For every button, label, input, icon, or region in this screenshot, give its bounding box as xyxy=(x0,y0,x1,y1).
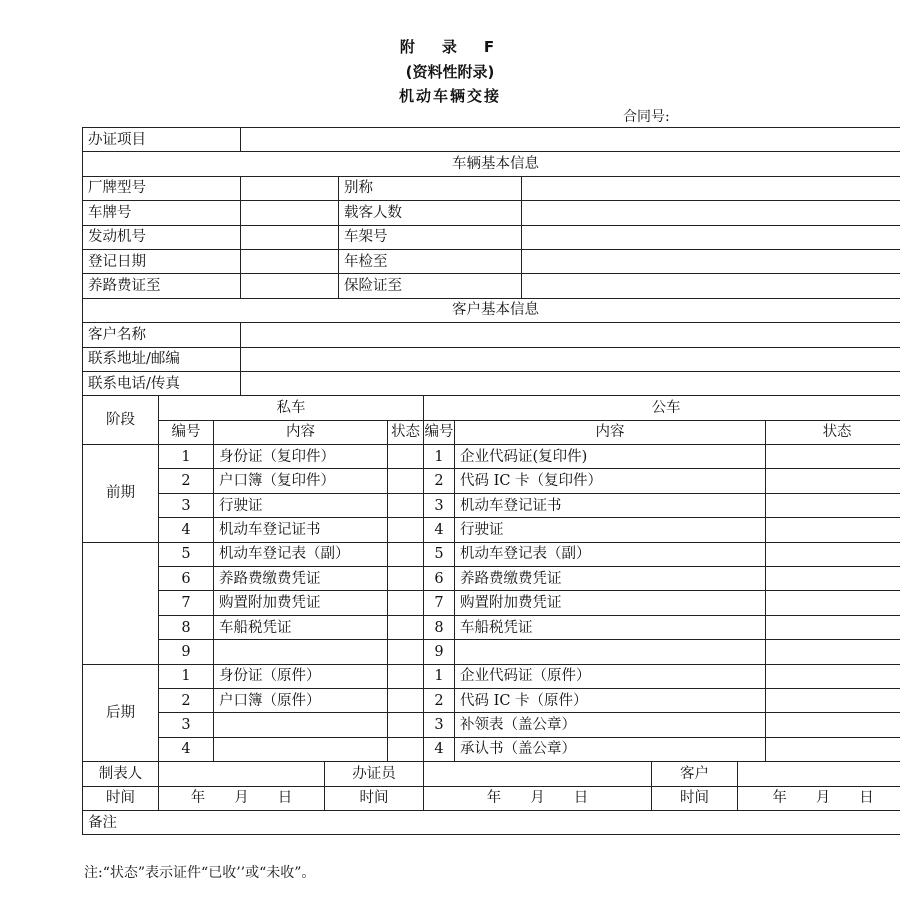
public-item-status xyxy=(766,713,900,737)
public-item-content: 养路费缴费凭证 xyxy=(455,567,766,591)
public-item-no: 6 xyxy=(424,567,455,591)
private-item-content: 养路费缴费凭证 xyxy=(214,567,388,591)
public-item-status xyxy=(766,615,900,639)
remark-label: 备注 xyxy=(83,810,900,834)
vehicle-section-header: 车辆基本信息 xyxy=(83,152,900,176)
private-item-content xyxy=(214,640,388,664)
table-row xyxy=(83,664,900,688)
public-item-content: 车船税凭证 xyxy=(455,615,766,639)
private-item-no: 1 xyxy=(159,445,214,469)
public-item-content: 机动车登记证书 xyxy=(455,493,766,517)
public-item-content: 购置附加费凭证 xyxy=(455,591,766,615)
public-item-content: 承认书（盖公章） xyxy=(455,737,766,761)
vehicle-field-label: 养路费证至 xyxy=(83,274,241,298)
customer-row xyxy=(83,323,900,347)
private-car-header: 私车 xyxy=(159,396,424,420)
maker-value xyxy=(159,762,325,786)
private-content-header: 内容 xyxy=(214,420,388,444)
private-item-status xyxy=(388,664,424,688)
vehicle-row xyxy=(83,274,900,298)
public-item-content: 企业代码证（原件） xyxy=(455,664,766,688)
vehicle-field-value xyxy=(241,249,339,273)
public-item-no: 3 xyxy=(424,493,455,517)
public-item-content xyxy=(455,640,766,664)
public-status-header: 状态 xyxy=(766,420,900,444)
customer-time-label: 时间 xyxy=(652,786,738,810)
public-item-status xyxy=(766,737,900,761)
table-row xyxy=(83,640,900,664)
public-item-content: 企业代码证(复印件) xyxy=(455,445,766,469)
public-item-no: 8 xyxy=(424,615,455,639)
contract-number-label: 合同号: xyxy=(623,109,670,125)
stage-early-label: 前期 xyxy=(83,445,159,543)
table-row xyxy=(83,591,900,615)
private-item-no: 4 xyxy=(159,518,214,542)
table-row xyxy=(83,567,900,591)
private-item-content xyxy=(214,713,388,737)
vehicle-field-label: 车架号 xyxy=(339,225,522,249)
public-item-status xyxy=(766,640,900,664)
signature-row xyxy=(83,762,900,786)
vehicle-field-label: 年检至 xyxy=(339,249,522,273)
vehicle-field-value xyxy=(522,274,900,298)
customer-field-value xyxy=(241,371,900,395)
public-item-status xyxy=(766,518,900,542)
table-row xyxy=(83,518,900,542)
public-item-no: 2 xyxy=(424,688,455,712)
footnote: 注:“状态”表示证件“已收’’或“未收”。 xyxy=(84,865,316,881)
private-item-no: 5 xyxy=(159,542,214,566)
table-row xyxy=(83,713,900,737)
private-item-content: 机动车登记证书 xyxy=(214,518,388,542)
remark-row xyxy=(83,810,900,834)
private-item-no: 2 xyxy=(159,469,214,493)
private-item-status xyxy=(388,493,424,517)
public-item-no: 2 xyxy=(424,469,455,493)
public-item-content: 代码 IC 卡（原件） xyxy=(455,688,766,712)
table-row xyxy=(83,688,900,712)
private-item-content: 车船税凭证 xyxy=(214,615,388,639)
vehicle-field-label: 登记日期 xyxy=(83,249,241,273)
vehicle-field-value xyxy=(241,225,339,249)
item-label: 办证项目 xyxy=(83,128,241,152)
public-item-status xyxy=(766,542,900,566)
public-no-header: 编号 xyxy=(424,420,455,444)
customer-row xyxy=(83,347,900,371)
vehicle-row xyxy=(83,201,900,225)
handler-value xyxy=(424,762,652,786)
public-item-status xyxy=(766,567,900,591)
private-item-status xyxy=(388,615,424,639)
vehicle-field-label: 别称 xyxy=(339,176,522,200)
public-content-header: 内容 xyxy=(455,420,766,444)
public-item-no: 4 xyxy=(424,518,455,542)
customer-row xyxy=(83,371,900,395)
private-item-status xyxy=(388,640,424,664)
vehicle-field-value xyxy=(522,225,900,249)
vehicle-field-value xyxy=(241,176,339,200)
private-item-no: 8 xyxy=(159,615,214,639)
private-item-status xyxy=(388,542,424,566)
maker-date: 年 月 日 xyxy=(159,786,325,810)
private-item-status xyxy=(388,737,424,761)
private-item-no: 2 xyxy=(159,688,214,712)
private-item-status xyxy=(388,567,424,591)
public-item-content: 代码 IC 卡（复印件） xyxy=(455,469,766,493)
private-status-header: 状态 xyxy=(388,420,424,444)
private-item-content: 行驶证 xyxy=(214,493,388,517)
private-item-no: 6 xyxy=(159,567,214,591)
private-item-content: 户口簿（原件） xyxy=(214,688,388,712)
public-item-status xyxy=(766,445,900,469)
public-item-status xyxy=(766,591,900,615)
public-item-content: 机动车登记表（副） xyxy=(455,542,766,566)
vehicle-row xyxy=(83,249,900,273)
table-row xyxy=(83,542,900,566)
private-no-header: 编号 xyxy=(159,420,214,444)
vehicle-field-label: 厂牌型号 xyxy=(83,176,241,200)
private-item-status xyxy=(388,518,424,542)
public-item-no: 1 xyxy=(424,445,455,469)
private-item-status xyxy=(388,688,424,712)
appendix-nature: (资料性附录) xyxy=(405,63,495,81)
customer-field-label: 联系地址/邮编 xyxy=(83,347,241,371)
public-item-content: 补领表（盖公章） xyxy=(455,713,766,737)
private-item-status xyxy=(388,445,424,469)
private-item-content: 购置附加费凭证 xyxy=(214,591,388,615)
public-item-no: 7 xyxy=(424,591,455,615)
maker-label: 制表人 xyxy=(83,762,159,786)
private-item-content: 机动车登记表（副） xyxy=(214,542,388,566)
private-item-content: 身份证（原件） xyxy=(214,664,388,688)
private-item-status xyxy=(388,469,424,493)
table-row xyxy=(83,445,900,469)
customer-sign-value xyxy=(738,762,900,786)
public-item-no: 5 xyxy=(424,542,455,566)
handler-time-label: 时间 xyxy=(325,786,424,810)
appendix-label: 附 录 F xyxy=(399,38,501,56)
customer-field-value xyxy=(241,323,900,347)
stage-blank-cell xyxy=(83,542,159,664)
item-value xyxy=(241,128,900,152)
private-item-status xyxy=(388,713,424,737)
customer-sign-label: 客户 xyxy=(652,762,738,786)
handler-date: 年 月 日 xyxy=(424,786,652,810)
public-item-no: 1 xyxy=(424,664,455,688)
public-car-header: 公车 xyxy=(424,396,900,420)
public-item-status xyxy=(766,469,900,493)
public-item-no: 3 xyxy=(424,713,455,737)
vehicle-field-label: 发动机号 xyxy=(83,225,241,249)
vehicle-field-label: 车牌号 xyxy=(83,201,241,225)
public-item-status xyxy=(766,688,900,712)
customer-field-label: 客户名称 xyxy=(83,323,241,347)
public-item-no: 9 xyxy=(424,640,455,664)
stage-header: 阶段 xyxy=(83,396,159,445)
vehicle-field-label: 保险证至 xyxy=(339,274,522,298)
customer-field-label: 联系电话/传真 xyxy=(83,371,241,395)
private-item-content: 身份证（复印件） xyxy=(214,445,388,469)
handler-label: 办证员 xyxy=(325,762,424,786)
public-item-content: 行驶证 xyxy=(455,518,766,542)
customer-date: 年 月 日 xyxy=(738,786,900,810)
private-item-no: 9 xyxy=(159,640,214,664)
public-item-status xyxy=(766,493,900,517)
private-item-no: 4 xyxy=(159,737,214,761)
public-item-status xyxy=(766,664,900,688)
private-item-no: 3 xyxy=(159,493,214,517)
table-row xyxy=(83,615,900,639)
table-row xyxy=(83,493,900,517)
private-item-no: 1 xyxy=(159,664,214,688)
vehicle-row xyxy=(83,225,900,249)
stage-late-label: 后期 xyxy=(83,664,159,762)
private-item-content xyxy=(214,737,388,761)
public-item-no: 4 xyxy=(424,737,455,761)
private-item-no: 7 xyxy=(159,591,214,615)
vehicle-row xyxy=(83,176,900,200)
vehicle-handover-form xyxy=(82,127,900,835)
document-title: 机动车辆交接 xyxy=(398,87,501,105)
table-row xyxy=(83,469,900,493)
time-row xyxy=(83,786,900,810)
vehicle-field-value xyxy=(522,249,900,273)
customer-section-header: 客户基本信息 xyxy=(83,298,900,322)
vehicle-field-value xyxy=(241,274,339,298)
private-item-status xyxy=(388,591,424,615)
private-item-no: 3 xyxy=(159,713,214,737)
vehicle-field-value xyxy=(522,176,900,200)
customer-field-value xyxy=(241,347,900,371)
vehicle-field-label: 载客人数 xyxy=(339,201,522,225)
private-item-content: 户口簿（复印件） xyxy=(214,469,388,493)
table-row xyxy=(83,737,900,761)
vehicle-field-value xyxy=(241,201,339,225)
maker-time-label: 时间 xyxy=(83,786,159,810)
vehicle-field-value xyxy=(522,201,900,225)
